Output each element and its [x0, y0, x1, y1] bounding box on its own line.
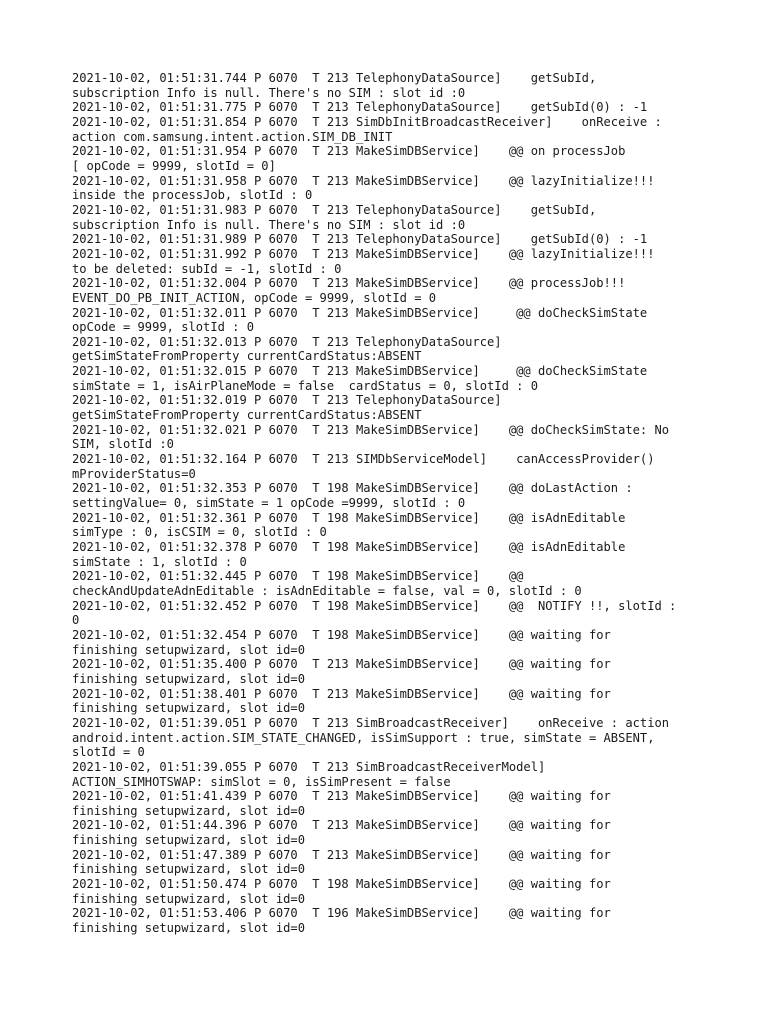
log-line: slotId = 0	[72, 745, 145, 760]
log-line: ACTION_SIMHOTSWAP: simSlot = 0, isSimPresent = false	[72, 774, 451, 789]
log-line: 2021-10-02, 01:51:31.775 P 6070 T 213 TelephonyDataSource] getSubId(0) : -1	[72, 100, 648, 115]
log-line: finishing setupwizard, slot id=0	[72, 671, 305, 686]
log-line: 0	[72, 613, 80, 628]
log-line: 2021-10-02, 01:51:32.454 P 6070 T 198 MakeSimDBService] @@ waiting for	[72, 627, 611, 642]
log-line: getSimStateFromProperty currentCardStatus:ABSENT	[72, 408, 422, 423]
log-line: 2021-10-02, 01:51:41.439 P 6070 T 213 MakeSimDBService] @@ waiting for	[72, 789, 611, 804]
log-line: 2021-10-02, 01:51:32.445 P 6070 T 198 MakeSimDBService] @@	[72, 569, 524, 584]
log-line: checkAndUpdateAdnEditable : isAdnEditable = false, val = 0, slotId : 0	[72, 583, 582, 598]
log-line: inside the processJob, slotId : 0	[72, 188, 313, 203]
log-line: 2021-10-02, 01:51:47.389 P 6070 T 213 MakeSimDBService] @@ waiting for	[72, 847, 611, 862]
log-line: 2021-10-02, 01:51:32.361 P 6070 T 198 MakeSimDBService] @@ isAdnEditable	[72, 510, 626, 525]
log-line: finishing setupwizard, slot id=0	[72, 803, 305, 818]
log-line: opCode = 9999, slotId : 0	[72, 320, 255, 335]
log-line: 2021-10-02, 01:51:39.055 P 6070 T 213 SimBroadcastReceiverModel]	[72, 759, 546, 774]
log-line: 2021-10-02, 01:51:32.004 P 6070 T 213 MakeSimDBService] @@ processJob!!!	[72, 276, 626, 291]
log-line: 2021-10-02, 01:51:50.474 P 6070 T 198 MakeSimDBService] @@ waiting for	[72, 877, 611, 892]
log-line: mProviderStatus=0	[72, 466, 196, 481]
log-line: 2021-10-02, 01:51:31.989 P 6070 T 213 TelephonyDataSource] getSubId(0) : -1	[72, 232, 648, 247]
log-line: finishing setupwizard, slot id=0	[72, 701, 305, 716]
log-line: 2021-10-02, 01:51:31.992 P 6070 T 213 MakeSimDBService] @@ lazyInitialize!!!	[72, 246, 655, 261]
log-line: 2021-10-02, 01:51:32.378 P 6070 T 198 MakeSimDBService] @@ isAdnEditable	[72, 540, 626, 554]
log-line: subscription Info is null. There's no SIM : slot id :0	[72, 217, 466, 232]
log-line: SIM, slotId :0	[72, 437, 174, 452]
log-line: simState : 1, slotId : 0	[72, 554, 247, 569]
log-line: android.intent.action.SIM_STATE_CHANGED, isSimSupport : true, simState = ABSENT,	[72, 730, 655, 745]
log-line: 2021-10-02, 01:51:53.406 P 6070 T 196 MakeSimDBService] @@ waiting for	[72, 906, 611, 921]
log-line: action com.samsung.intent.action.SIM_DB_INIT	[72, 129, 393, 144]
log-line: 2021-10-02, 01:51:32.013 P 6070 T 213 TelephonyDataSource]	[72, 334, 502, 349]
log-line: finishing setupwizard, slot id=0	[72, 891, 305, 906]
log-line: simState = 1, isAirPlaneMode = false cardStatus = 0, slotId : 0	[72, 378, 538, 393]
log-line: to be deleted: subId = -1, slotId : 0	[72, 261, 342, 276]
log-line: subscription Info is null. There's no SIM : slot id :0	[72, 85, 466, 100]
log-line: 2021-10-02, 01:51:32.353 P 6070 T 198 MakeSimDBService] @@ doLastAction :	[72, 481, 633, 496]
log-line: finishing setupwizard, slot id=0	[72, 921, 305, 936]
log-line: 2021-10-02, 01:51:39.051 P 6070 T 213 SimBroadcastReceiver] onReceive : action	[72, 715, 670, 730]
log-line: 2021-10-02, 01:51:31.854 P 6070 T 213 SimDbInitBroadcastReceiver] onReceive :	[72, 114, 662, 129]
log-line: 2021-10-02, 01:51:35.400 P 6070 T 213 MakeSimDBService] @@ waiting for	[72, 657, 611, 672]
log-line: 2021-10-02, 01:51:31.744 P 6070 T 213 TelephonyDataSource] getSubId,	[72, 71, 597, 85]
log-line: 2021-10-02, 01:51:38.401 P 6070 T 213 MakeSimDBService] @@ waiting for	[72, 686, 611, 701]
log-line: finishing setupwizard, slot id=0	[72, 642, 305, 657]
log-line: 2021-10-02, 01:51:32.015 P 6070 T 213 MakeSimDBService] @@ doCheckSimState	[72, 364, 648, 379]
log-line: 2021-10-02, 01:51:32.164 P 6070 T 213 SIMDbServiceModel] canAccessProvider()	[72, 452, 655, 467]
log-line: settingValue= 0, simState = 1 opCode =9999, slotId : 0	[72, 496, 466, 511]
log-line: 2021-10-02, 01:51:32.452 P 6070 T 198 MakeSimDBService] @@ NOTIFY !!, slotId :	[72, 598, 677, 613]
log-line: simType : 0, isCSIM = 0, slotId : 0	[72, 525, 327, 540]
log-line: [ opCode = 9999, slotId = 0]	[72, 158, 276, 173]
log-line: finishing setupwizard, slot id=0	[72, 833, 305, 848]
log-line: 2021-10-02, 01:51:31.958 P 6070 T 213 MakeSimDBService] @@ lazyInitialize!!!	[72, 173, 655, 188]
log-line: EVENT_DO_PB_INIT_ACTION, opCode = 9999, slotId = 0	[72, 290, 437, 305]
log-line: 2021-10-02, 01:51:31.954 P 6070 T 213 MakeSimDBService] @@ on processJob	[72, 144, 626, 159]
log-text-area	[72, 71, 712, 936]
log-line: 2021-10-02, 01:51:32.019 P 6070 T 213 TelephonyDataSource]	[72, 393, 502, 408]
log-line: 2021-10-02, 01:51:32.021 P 6070 T 213 MakeSimDBService] @@ doCheckSimState: No	[72, 422, 670, 437]
log-line: 2021-10-02, 01:51:44.396 P 6070 T 213 MakeSimDBService] @@ waiting for	[72, 818, 611, 833]
log-line: 2021-10-02, 01:51:31.983 P 6070 T 213 TelephonyDataSource] getSubId,	[72, 202, 597, 217]
log-line: finishing setupwizard, slot id=0	[72, 862, 305, 877]
log-line: getSimStateFromProperty currentCardStatus:ABSENT	[72, 349, 422, 364]
log-line: 2021-10-02, 01:51:32.011 P 6070 T 213 MakeSimDBService] @@ doCheckSimState	[72, 305, 648, 320]
